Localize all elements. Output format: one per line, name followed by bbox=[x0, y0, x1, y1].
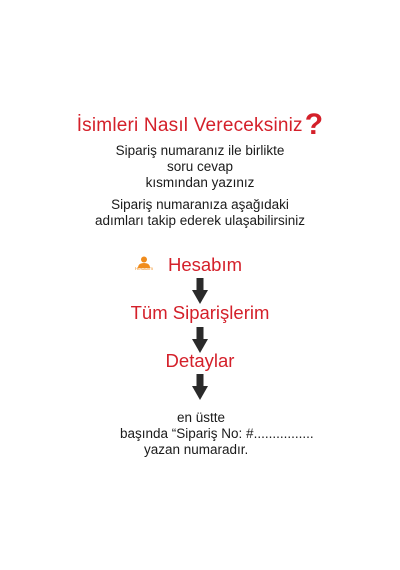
down-arrow-icon bbox=[192, 278, 208, 304]
question-mark: ? bbox=[304, 108, 324, 141]
down-arrow-icon bbox=[192, 374, 208, 400]
steps-intro-line: Sipariş numaranıza aşağıdaki bbox=[111, 197, 289, 212]
steps-intro-line: adımları takip ederek ulaşabilirsiniz bbox=[94, 213, 306, 228]
title-text: İsimleri Nasıl Vereceksiniz bbox=[76, 115, 303, 136]
intro-text bbox=[0, 143, 400, 191]
intro-line: kısmından yazınız bbox=[145, 175, 255, 190]
intro-line: soru cevap bbox=[166, 159, 234, 174]
final-text bbox=[0, 410, 400, 458]
account-icon-label: Hesabım bbox=[134, 266, 153, 271]
step-tum-siparislerim: Tüm Siparişlerim bbox=[130, 302, 270, 323]
steps-intro-text bbox=[0, 197, 400, 229]
page-title bbox=[0, 108, 400, 142]
intro-line: Sipariş numaranız ile birlikte bbox=[115, 143, 285, 158]
final-line: yazan numaradır. bbox=[144, 442, 249, 457]
step-detaylar: Detaylar bbox=[165, 350, 235, 371]
step-hesabim: Hesabım bbox=[167, 254, 243, 275]
final-line: en üstte bbox=[177, 410, 226, 425]
final-line: başında “Sipariş No: #................ bbox=[120, 426, 314, 441]
